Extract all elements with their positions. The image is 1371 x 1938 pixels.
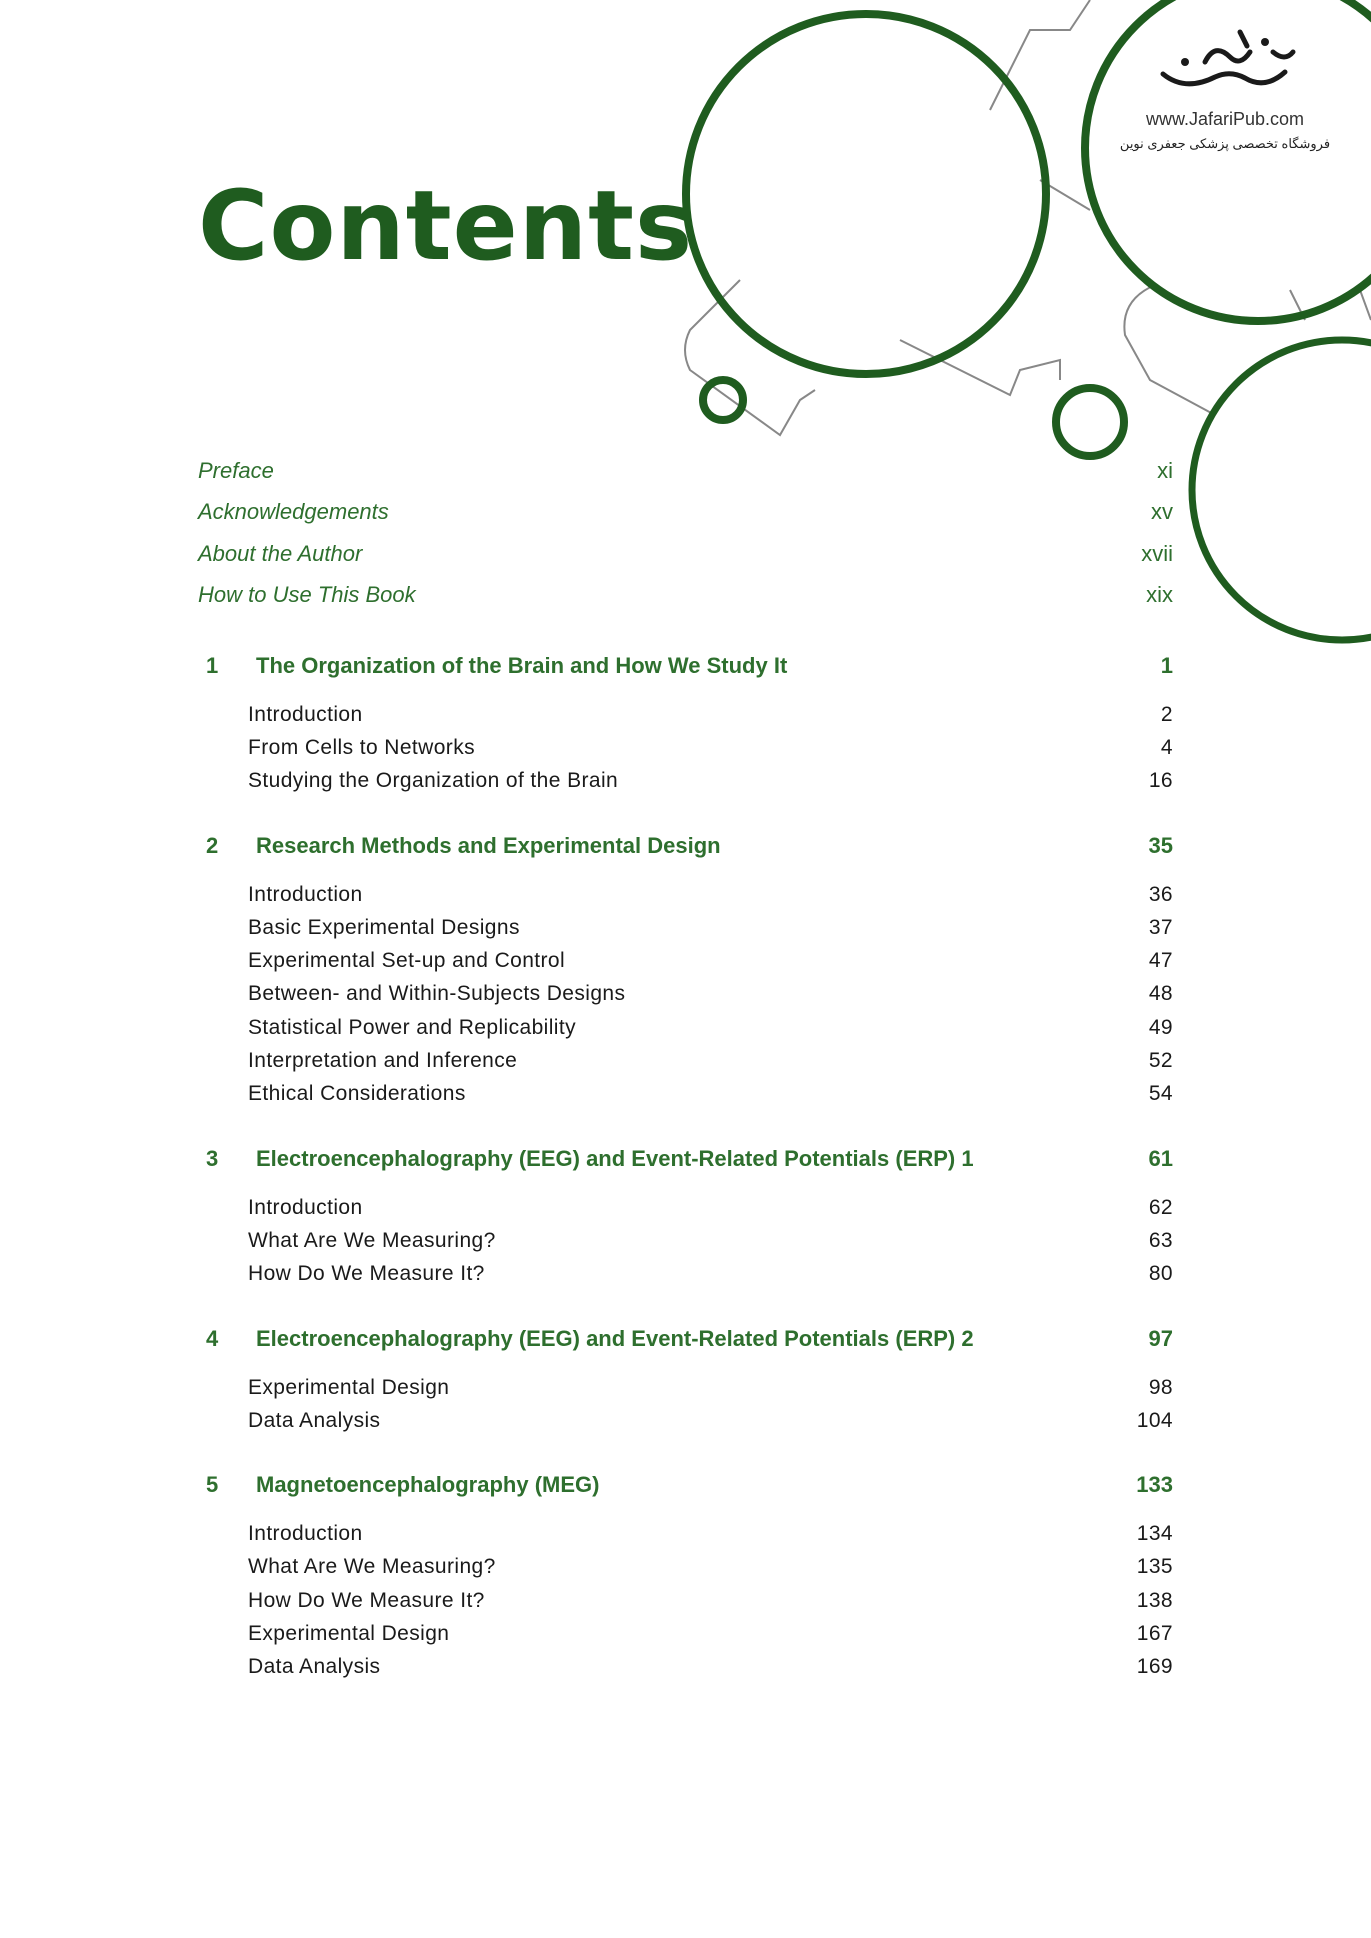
section-page: 48 [1148,982,1173,1006]
section-title: Introduction [248,702,363,726]
chapter-heading[interactable] [198,1467,1173,1503]
section-entry[interactable] [198,1224,1173,1257]
chapter-title: Electroencephalography (EEG) and Event-Related Potentials (ERP) 1 [256,1145,974,1171]
section-title: Basic Experimental Designs [248,915,520,939]
chapter-2 [198,828,1173,1111]
front-matter-list [198,450,1173,616]
section-page: 98 [1148,1375,1173,1399]
section-page: 104 [1136,1408,1173,1432]
section-title: Ethical Considerations [248,1082,466,1106]
section-page: 37 [1148,915,1173,939]
section-title: Introduction [248,1522,363,1546]
toc-entry-title: About the Author [198,540,363,566]
section-title: Data Analysis [248,1655,381,1679]
chapter-number: 2 [206,832,219,858]
section-page: 52 [1148,1049,1173,1073]
section-page: 36 [1148,882,1173,906]
toc-entry-how-to-use[interactable] [198,575,1173,617]
page-title: Contents [198,170,694,282]
section-entry[interactable] [198,978,1173,1011]
chapter-page: 61 [1148,1145,1173,1171]
chapter-page: 97 [1148,1325,1173,1351]
section-entry[interactable] [198,1584,1173,1617]
toc-entry-page: xix [1146,582,1173,608]
chapter-3 [198,1141,1173,1291]
chapter-page: 35 [1148,832,1173,858]
section-page: 138 [1136,1588,1173,1612]
chapter-title: Magnetoencephalography (MEG) [256,1472,600,1498]
section-title: How Do We Measure It? [248,1262,485,1286]
section-entry[interactable] [198,1517,1173,1550]
toc-entry-acknowledgements[interactable] [198,492,1173,534]
section-title: Experimental Set-up and Control [248,949,566,973]
section-page: 49 [1148,1015,1173,1039]
section-list [198,1517,1173,1683]
chapter-heading[interactable] [198,1321,1173,1357]
section-page: 62 [1148,1195,1173,1219]
toc-entry-about-author[interactable] [198,533,1173,575]
chapter-page: 1 [1160,653,1173,678]
section-title: Experimental Design [248,1375,450,1399]
chapter-heading[interactable] [198,1141,1173,1177]
chapter-5 [198,1467,1173,1683]
section-entry[interactable] [198,1617,1173,1650]
section-title: From Cells to Networks [248,735,476,759]
section-entry[interactable] [198,1191,1173,1224]
chapter-list [198,648,1173,1714]
section-page: 80 [1148,1262,1173,1286]
section-page: 47 [1148,949,1173,973]
section-page: 4 [1160,735,1173,759]
chapter-heading[interactable] [198,828,1173,864]
section-list [198,698,1173,798]
chapter-number: 5 [206,1472,219,1498]
section-entry[interactable] [198,1044,1173,1077]
section-page: 54 [1148,1082,1173,1106]
section-page: 16 [1148,769,1173,793]
section-title: What Are We Measuring? [248,1228,496,1252]
toc-entry-title: How to Use This Book [198,582,416,608]
section-entry[interactable] [198,1371,1173,1404]
section-title: Studying the Organization of the Brain [248,769,619,793]
chapter-page: 133 [1136,1472,1173,1498]
section-entry[interactable] [198,1651,1173,1684]
section-title: Statistical Power and Replicability [248,1015,576,1039]
chapter-number: 1 [206,653,219,678]
toc-entry-page: xi [1157,457,1173,483]
toc-entry-preface[interactable] [198,450,1173,492]
section-page: 135 [1136,1555,1173,1579]
toc-entry-title: Acknowledgements [198,499,389,525]
section-page: 2 [1160,702,1173,726]
section-entry[interactable] [198,1258,1173,1291]
section-entry[interactable] [198,1404,1173,1437]
section-list [198,1191,1173,1291]
publisher-tagline: فروشگاه تخصصی پزشکی جعفری نوین [1119,136,1331,151]
calligraphic-logo-icon [1145,22,1305,102]
section-page: 134 [1136,1522,1173,1546]
section-title: Experimental Design [248,1621,450,1645]
section-page: 167 [1136,1621,1173,1645]
chapter-number: 3 [206,1145,219,1171]
chapter-title: The Organization of the Brain and How We Study It [256,653,788,678]
publisher-url[interactable]: www.JafariPub.com [1145,109,1305,129]
section-entry[interactable] [198,698,1173,731]
section-title: Between- and Within-Subjects Designs [248,982,626,1006]
section-entry[interactable] [198,1551,1173,1584]
chapter-number: 4 [206,1325,219,1351]
chapter-1 [198,648,1173,798]
section-title: Introduction [248,882,363,906]
section-title: Data Analysis [248,1408,381,1432]
chapter-title: Research Methods and Experimental Design [256,832,721,858]
toc-entry-page: xvii [1141,540,1173,566]
section-entry[interactable] [198,911,1173,944]
section-page: 63 [1148,1228,1173,1252]
section-title: What Are We Measuring? [248,1555,496,1579]
section-entry[interactable] [198,1078,1173,1111]
section-list [198,878,1173,1111]
chapter-heading[interactable] [198,648,1173,684]
section-entry[interactable] [198,878,1173,911]
section-entry[interactable] [198,944,1173,977]
section-title: Interpretation and Inference [248,1049,518,1073]
toc-entry-page: xv [1151,499,1173,525]
section-title: Introduction [248,1195,363,1219]
chapter-4 [198,1321,1173,1438]
chapter-title: Electroencephalography (EEG) and Event-Related Potentials (ERP) 2 [256,1325,974,1351]
section-title: How Do We Measure It? [248,1588,485,1612]
publisher-logo[interactable] [1110,22,1340,152]
section-entry[interactable] [198,765,1173,798]
section-list [198,1371,1173,1438]
section-entry[interactable] [198,1011,1173,1044]
section-page: 169 [1136,1655,1173,1679]
toc-entry-title: Preface [198,457,274,483]
section-entry[interactable] [198,731,1173,764]
